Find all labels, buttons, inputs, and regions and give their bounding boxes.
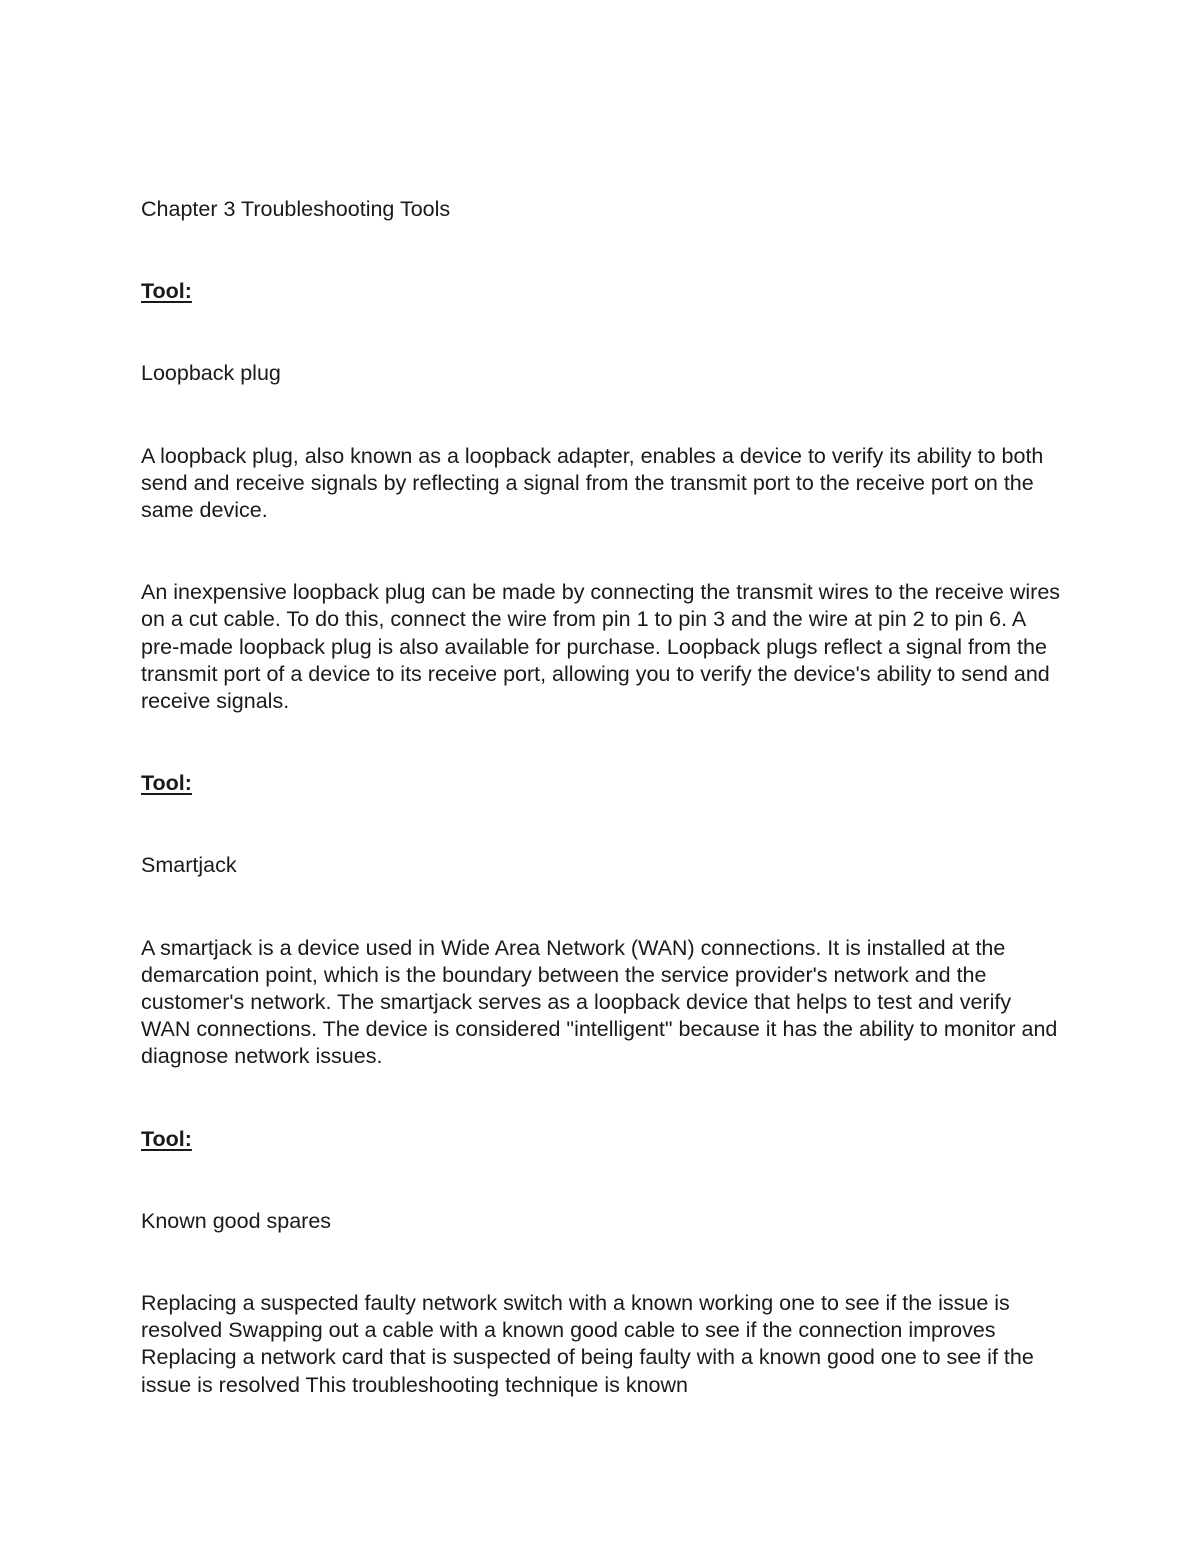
tool-name-known-good-spares: Known good spares	[141, 1208, 332, 1233]
tool-label: Tool:	[141, 771, 192, 796]
tool-label: Tool:	[141, 1126, 192, 1151]
tool-name-loopback-plug: Loopback plug	[141, 361, 281, 386]
tool-label: Tool:	[141, 279, 192, 304]
tool-name-smartjack: Smartjack	[141, 853, 237, 878]
paragraph: A loopback plug, also known as a loopback adapter, enables a device to verify its ability to both send and receive signals by reflecting a signal from the transmit port to the receive port on the same device.	[141, 443, 1044, 523]
paragraph: An inexpensive loopback plug can be made by connecting the transmit wires to the receive wires on a cut cable. To do this, connect the wire from pin 1 to pin 3 and the wire at pin 2 to pin 6. A pre-made loopback plug is also available for purchase. Loopback plugs reflect a signal from the transmit port of a device to its receive port, allowing you to verify the device's ability to send and receive signals.	[141, 580, 1061, 714]
paragraph: A smartjack is a device used in Wide Area Network (WAN) connections. It is installed at the demarcation point, which is the boundary between the service provider's network and the customer's network. The smartjack serves as a loopback device that helps to test and verify WAN connections. The device is considered "intelligent" because it has the ability to monitor and diagnose network issues.	[141, 935, 1058, 1069]
paragraph: Replacing a suspected faulty network switch with a known working one to see if the issue is resolved Swapping out a cable with a known good cable to see if the connection improves Replacing a network card that is suspected of being faulty with a known good one to see if the issue is resolved This troubleshooting technique is known	[141, 1291, 1034, 1397]
document-body	[141, 196, 1061, 1454]
document-title: Chapter 3 Troubleshooting Tools	[141, 197, 451, 221]
